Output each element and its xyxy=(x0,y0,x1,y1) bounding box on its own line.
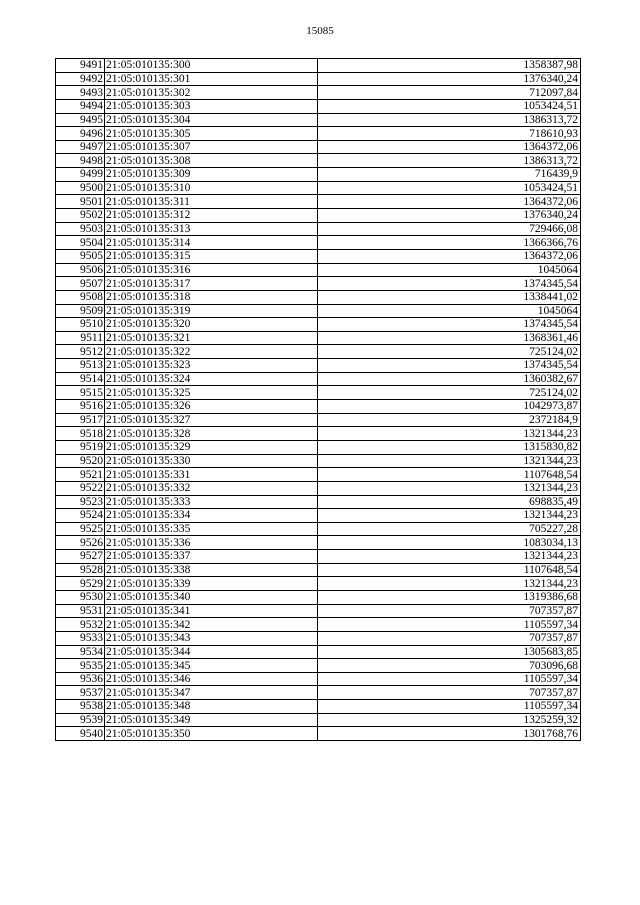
data-table xyxy=(55,58,581,741)
row-number-cell: 9520 xyxy=(56,454,105,468)
value-cell: 1376340,24 xyxy=(318,209,581,223)
row-number-cell: 9527 xyxy=(56,550,105,564)
row-number-cell: 9530 xyxy=(56,590,105,604)
value-cell: 698835,49 xyxy=(318,495,581,509)
table-row xyxy=(56,345,581,359)
row-number-cell: 9509 xyxy=(56,304,105,318)
value-cell: 1305683,85 xyxy=(318,645,581,659)
cadastral-number-cell: 21:05:010135:309 xyxy=(105,168,318,182)
value-cell: 1386313,72 xyxy=(318,154,581,168)
value-cell: 712097,84 xyxy=(318,86,581,100)
cadastral-number-cell: 21:05:010135:308 xyxy=(105,154,318,168)
table-row xyxy=(56,713,581,727)
cadastral-number-cell: 21:05:010135:320 xyxy=(105,318,318,332)
row-number-cell: 9499 xyxy=(56,168,105,182)
table-row xyxy=(56,304,581,318)
cadastral-number-cell: 21:05:010135:350 xyxy=(105,727,318,741)
cadastral-number-cell: 21:05:010135:322 xyxy=(105,345,318,359)
value-cell: 1376340,24 xyxy=(318,72,581,86)
cadastral-number-cell: 21:05:010135:336 xyxy=(105,536,318,550)
cadastral-number-cell: 21:05:010135:315 xyxy=(105,249,318,263)
value-cell: 1366366,76 xyxy=(318,236,581,250)
value-cell: 1319386,68 xyxy=(318,590,581,604)
cadastral-number-cell: 21:05:010135:341 xyxy=(105,604,318,618)
cadastral-number-cell: 21:05:010135:300 xyxy=(105,59,318,73)
row-number-cell: 9495 xyxy=(56,113,105,127)
cadastral-number-cell: 21:05:010135:314 xyxy=(105,236,318,250)
cadastral-number-cell: 21:05:010135:313 xyxy=(105,222,318,236)
cadastral-number-cell: 21:05:010135:331 xyxy=(105,468,318,482)
row-number-cell: 9535 xyxy=(56,659,105,673)
cadastral-number-cell: 21:05:010135:347 xyxy=(105,686,318,700)
cadastral-number-cell: 21:05:010135:329 xyxy=(105,440,318,454)
table-row xyxy=(56,440,581,454)
row-number-cell: 9537 xyxy=(56,686,105,700)
value-cell: 1360382,67 xyxy=(318,372,581,386)
row-number-cell: 9515 xyxy=(56,386,105,400)
row-number-cell: 9529 xyxy=(56,577,105,591)
table-row xyxy=(56,195,581,209)
value-cell: 1321344,23 xyxy=(318,427,581,441)
cadastral-number-cell: 21:05:010135:334 xyxy=(105,509,318,523)
row-number-cell: 9508 xyxy=(56,290,105,304)
cadastral-number-cell: 21:05:010135:301 xyxy=(105,72,318,86)
table-row xyxy=(56,522,581,536)
cadastral-number-cell: 21:05:010135:305 xyxy=(105,127,318,141)
table-row xyxy=(56,99,581,113)
cadastral-number-cell: 21:05:010135:346 xyxy=(105,672,318,686)
table-row xyxy=(56,427,581,441)
value-cell: 1045064 xyxy=(318,263,581,277)
value-cell: 1321344,23 xyxy=(318,481,581,495)
table-row xyxy=(56,86,581,100)
table-row xyxy=(56,249,581,263)
value-cell: 707357,87 xyxy=(318,631,581,645)
cadastral-number-cell: 21:05:010135:337 xyxy=(105,550,318,564)
row-number-cell: 9507 xyxy=(56,277,105,291)
table-row xyxy=(56,154,581,168)
table-row xyxy=(56,209,581,223)
cadastral-number-cell: 21:05:010135:344 xyxy=(105,645,318,659)
row-number-cell: 9519 xyxy=(56,440,105,454)
row-number-cell: 9510 xyxy=(56,318,105,332)
value-cell: 1107648,54 xyxy=(318,468,581,482)
value-cell: 1321344,23 xyxy=(318,454,581,468)
value-cell: 725124,02 xyxy=(318,386,581,400)
value-cell: 1364372,06 xyxy=(318,140,581,154)
value-cell: 1364372,06 xyxy=(318,195,581,209)
row-number-cell: 9533 xyxy=(56,631,105,645)
cadastral-number-cell: 21:05:010135:339 xyxy=(105,577,318,591)
cadastral-number-cell: 21:05:010135:343 xyxy=(105,631,318,645)
table-row xyxy=(56,590,581,604)
table-row xyxy=(56,236,581,250)
value-cell: 705227,28 xyxy=(318,522,581,536)
cadastral-number-cell: 21:05:010135:330 xyxy=(105,454,318,468)
cadastral-number-cell: 21:05:010135:348 xyxy=(105,700,318,714)
row-number-cell: 9500 xyxy=(56,181,105,195)
value-cell: 1325259,32 xyxy=(318,713,581,727)
table-row xyxy=(56,509,581,523)
value-cell: 729466,08 xyxy=(318,222,581,236)
cadastral-number-cell: 21:05:010135:303 xyxy=(105,99,318,113)
table-body xyxy=(56,59,581,741)
value-cell: 1042973,87 xyxy=(318,400,581,414)
row-number-cell: 9498 xyxy=(56,154,105,168)
cadastral-number-cell: 21:05:010135:316 xyxy=(105,263,318,277)
value-cell: 1083034,13 xyxy=(318,536,581,550)
table-row xyxy=(56,140,581,154)
table-row xyxy=(56,727,581,741)
row-number-cell: 9525 xyxy=(56,522,105,536)
row-number-cell: 9505 xyxy=(56,249,105,263)
value-cell: 707357,87 xyxy=(318,686,581,700)
row-number-cell: 9532 xyxy=(56,618,105,632)
row-number-cell: 9493 xyxy=(56,86,105,100)
value-cell: 1386313,72 xyxy=(318,113,581,127)
table-row xyxy=(56,331,581,345)
table-row xyxy=(56,386,581,400)
cadastral-number-cell: 21:05:010135:345 xyxy=(105,659,318,673)
row-number-cell: 9536 xyxy=(56,672,105,686)
cadastral-number-cell: 21:05:010135:328 xyxy=(105,427,318,441)
cadastral-number-cell: 21:05:010135:338 xyxy=(105,563,318,577)
value-cell: 707357,87 xyxy=(318,604,581,618)
row-number-cell: 9539 xyxy=(56,713,105,727)
cadastral-number-cell: 21:05:010135:340 xyxy=(105,590,318,604)
value-cell: 716439,9 xyxy=(318,168,581,182)
table-row xyxy=(56,263,581,277)
page-number: 15085 xyxy=(306,25,334,37)
cadastral-number-cell: 21:05:010135:323 xyxy=(105,359,318,373)
row-number-cell: 9492 xyxy=(56,72,105,86)
row-number-cell: 9531 xyxy=(56,604,105,618)
value-cell: 725124,02 xyxy=(318,345,581,359)
table-row xyxy=(56,454,581,468)
table-row xyxy=(56,181,581,195)
value-cell: 1105597,34 xyxy=(318,618,581,632)
row-number-cell: 9513 xyxy=(56,359,105,373)
value-cell: 1374345,54 xyxy=(318,277,581,291)
table-row xyxy=(56,222,581,236)
row-number-cell: 9516 xyxy=(56,400,105,414)
cadastral-number-cell: 21:05:010135:326 xyxy=(105,400,318,414)
cadastral-number-cell: 21:05:010135:304 xyxy=(105,113,318,127)
value-cell: 703096,68 xyxy=(318,659,581,673)
table-row xyxy=(56,318,581,332)
table-row xyxy=(56,645,581,659)
table-row xyxy=(56,563,581,577)
cadastral-number-cell: 21:05:010135:333 xyxy=(105,495,318,509)
value-cell: 1321344,23 xyxy=(318,577,581,591)
table-row xyxy=(56,400,581,414)
row-number-cell: 9524 xyxy=(56,509,105,523)
table-row xyxy=(56,618,581,632)
table-row xyxy=(56,659,581,673)
table-row xyxy=(56,536,581,550)
value-cell: 1358387,98 xyxy=(318,59,581,73)
cadastral-number-cell: 21:05:010135:302 xyxy=(105,86,318,100)
value-cell: 1315830,82 xyxy=(318,440,581,454)
table-row xyxy=(56,290,581,304)
cadastral-number-cell: 21:05:010135:324 xyxy=(105,372,318,386)
table-row xyxy=(56,577,581,591)
value-cell: 1368361,46 xyxy=(318,331,581,345)
row-number-cell: 9491 xyxy=(56,59,105,73)
row-number-cell: 9496 xyxy=(56,127,105,141)
cadastral-number-cell: 21:05:010135:335 xyxy=(105,522,318,536)
row-number-cell: 9534 xyxy=(56,645,105,659)
value-cell: 1105597,34 xyxy=(318,672,581,686)
value-cell: 2372184,9 xyxy=(318,413,581,427)
cadastral-number-cell: 21:05:010135:311 xyxy=(105,195,318,209)
value-cell: 1053424,51 xyxy=(318,181,581,195)
cadastral-number-cell: 21:05:010135:317 xyxy=(105,277,318,291)
cadastral-number-cell: 21:05:010135:342 xyxy=(105,618,318,632)
table-row xyxy=(56,359,581,373)
table-row xyxy=(56,277,581,291)
cadastral-number-cell: 21:05:010135:310 xyxy=(105,181,318,195)
table-row xyxy=(56,481,581,495)
table-row xyxy=(56,700,581,714)
table-row xyxy=(56,372,581,386)
table-row xyxy=(56,113,581,127)
cadastral-number-cell: 21:05:010135:325 xyxy=(105,386,318,400)
row-number-cell: 9528 xyxy=(56,563,105,577)
value-cell: 718610,93 xyxy=(318,127,581,141)
table-row xyxy=(56,672,581,686)
row-number-cell: 9518 xyxy=(56,427,105,441)
row-number-cell: 9503 xyxy=(56,222,105,236)
row-number-cell: 9504 xyxy=(56,236,105,250)
table-row xyxy=(56,72,581,86)
value-cell: 1364372,06 xyxy=(318,249,581,263)
cadastral-number-cell: 21:05:010135:349 xyxy=(105,713,318,727)
value-cell: 1321344,23 xyxy=(318,550,581,564)
cadastral-number-cell: 21:05:010135:312 xyxy=(105,209,318,223)
cadastral-number-cell: 21:05:010135:332 xyxy=(105,481,318,495)
value-cell: 1105597,34 xyxy=(318,700,581,714)
cadastral-number-cell: 21:05:010135:321 xyxy=(105,331,318,345)
row-number-cell: 9523 xyxy=(56,495,105,509)
row-number-cell: 9538 xyxy=(56,700,105,714)
row-number-cell: 9540 xyxy=(56,727,105,741)
value-cell: 1045064 xyxy=(318,304,581,318)
table-row xyxy=(56,495,581,509)
row-number-cell: 9521 xyxy=(56,468,105,482)
row-number-cell: 9511 xyxy=(56,331,105,345)
value-cell: 1053424,51 xyxy=(318,99,581,113)
row-number-cell: 9512 xyxy=(56,345,105,359)
row-number-cell: 9497 xyxy=(56,140,105,154)
cadastral-number-cell: 21:05:010135:327 xyxy=(105,413,318,427)
cadastral-number-cell: 21:05:010135:318 xyxy=(105,290,318,304)
row-number-cell: 9514 xyxy=(56,372,105,386)
table-row xyxy=(56,413,581,427)
row-number-cell: 9526 xyxy=(56,536,105,550)
cadastral-number-cell: 21:05:010135:319 xyxy=(105,304,318,318)
value-cell: 1301768,76 xyxy=(318,727,581,741)
value-cell: 1374345,54 xyxy=(318,318,581,332)
cadastral-number-cell: 21:05:010135:307 xyxy=(105,140,318,154)
table-row xyxy=(56,468,581,482)
table-row xyxy=(56,168,581,182)
row-number-cell: 9506 xyxy=(56,263,105,277)
value-cell: 1338441,02 xyxy=(318,290,581,304)
value-cell: 1321344,23 xyxy=(318,509,581,523)
table-row xyxy=(56,631,581,645)
table-row xyxy=(56,686,581,700)
value-cell: 1374345,54 xyxy=(318,359,581,373)
table-row xyxy=(56,127,581,141)
table-row xyxy=(56,604,581,618)
row-number-cell: 9494 xyxy=(56,99,105,113)
row-number-cell: 9501 xyxy=(56,195,105,209)
row-number-cell: 9517 xyxy=(56,413,105,427)
value-cell: 1107648,54 xyxy=(318,563,581,577)
row-number-cell: 9522 xyxy=(56,481,105,495)
row-number-cell: 9502 xyxy=(56,209,105,223)
table-row xyxy=(56,59,581,73)
table-row xyxy=(56,550,581,564)
